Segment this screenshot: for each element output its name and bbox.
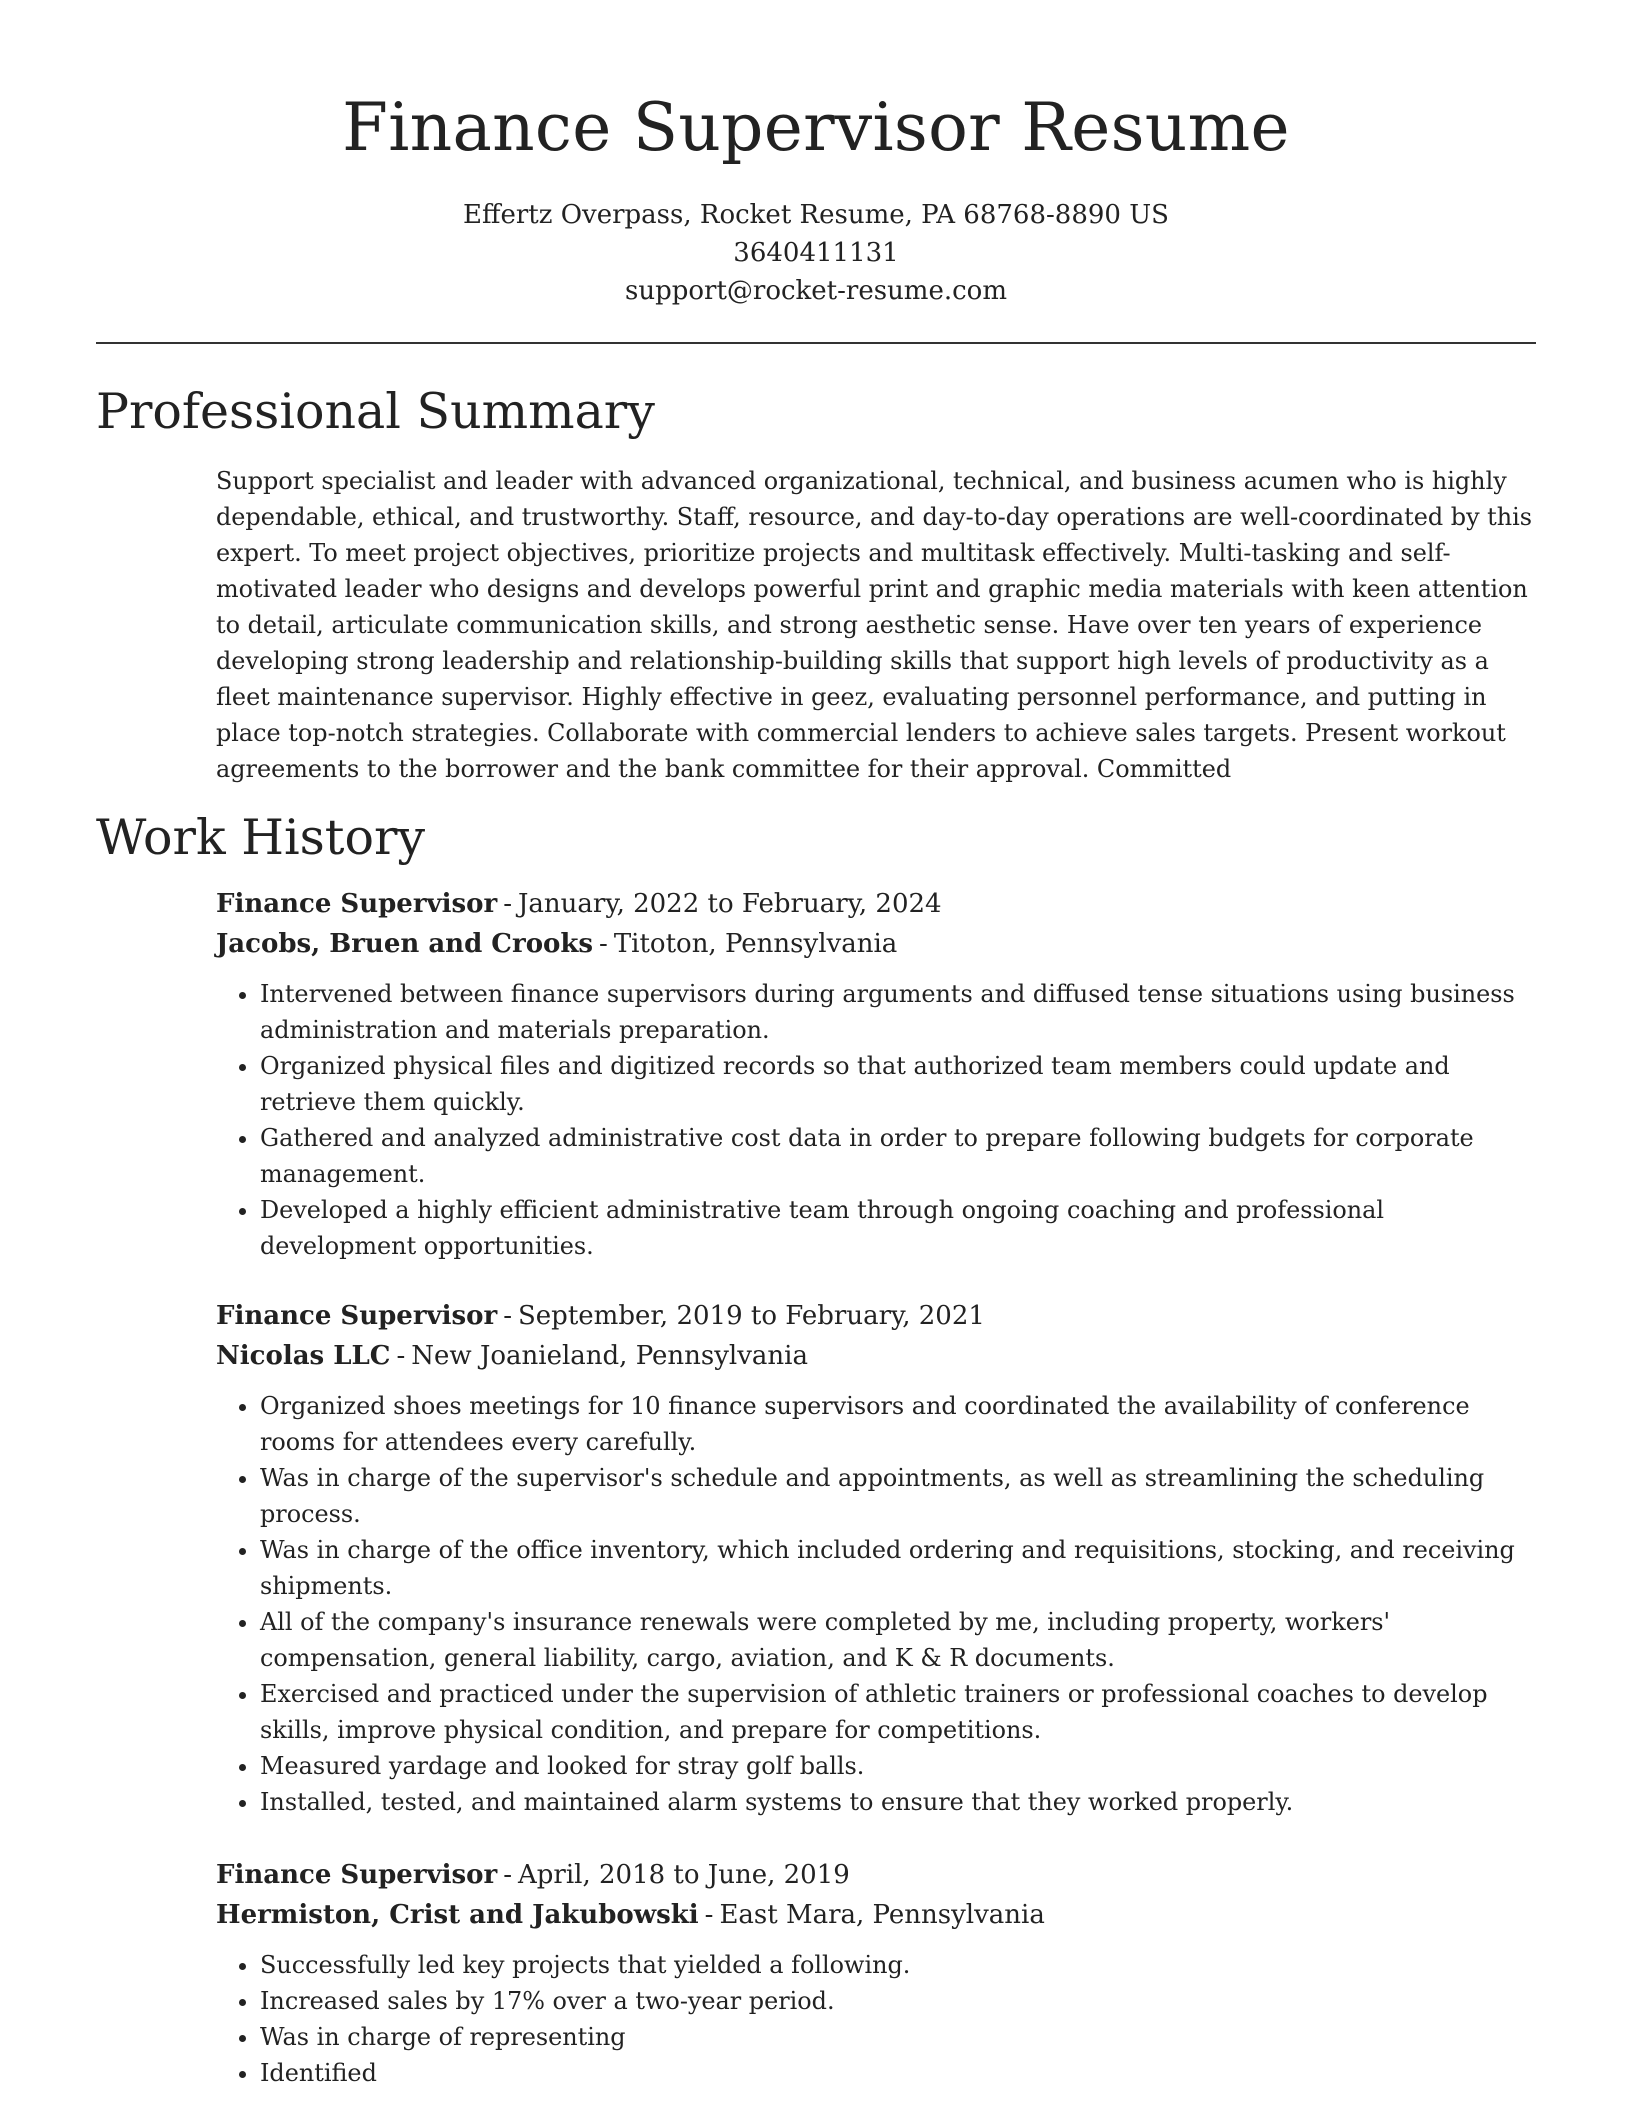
summary-heading: Professional Summary bbox=[96, 383, 655, 440]
job-bullet: • All of the company's insurance renewals were completed by me, including property, workers' compensation, general liability, cargo, aviation, and K & R documents. bbox=[260, 1604, 1542, 1676]
job-bullet: • Increased sales by 17% over a two-year period. bbox=[260, 1983, 1542, 2019]
job-company: Nicolas LLC bbox=[216, 1341, 391, 1371]
header-divider bbox=[96, 342, 1536, 344]
contact-block bbox=[0, 196, 1632, 310]
job-company: Hermiston, Crist and Jakubowski bbox=[216, 1900, 699, 1930]
job-entry bbox=[216, 884, 1542, 1264]
job-entry bbox=[216, 1855, 1542, 2091]
job-bullets bbox=[216, 1947, 1542, 2091]
job-company-line bbox=[216, 924, 1542, 964]
resume-header bbox=[0, 0, 1632, 310]
job-bullet: • Gathered and analyzed administrative cost data in order to prepare following budgets for corporate management. bbox=[260, 1120, 1542, 1192]
job-bullet: • Organized shoes meetings for 10 finance supervisors and coordinated the availability of conference rooms for attendees every carefully. bbox=[260, 1388, 1542, 1460]
phone: 3640411131 bbox=[733, 238, 899, 268]
job-location: New Joanieland, Pennsylvania bbox=[411, 1341, 808, 1371]
job-title: Finance Supervisor bbox=[216, 1860, 498, 1890]
job-company-line bbox=[216, 1895, 1542, 1935]
job-bullet: • Installed, tested, and maintained alarm systems to ensure that they worked properly. bbox=[260, 1784, 1542, 1820]
job-separator: - bbox=[396, 1341, 406, 1371]
job-title-line bbox=[216, 1296, 1542, 1336]
job-location: East Mara, Pennsylvania bbox=[719, 1900, 1045, 1930]
job-entry bbox=[216, 1296, 1542, 1820]
job-separator: - bbox=[503, 889, 512, 919]
job-bullet: • Successfully led key projects that yielded a following. bbox=[260, 1947, 1542, 1983]
job-company-line bbox=[216, 1336, 1542, 1376]
job-bullet: • Was in charge of representing bbox=[260, 2019, 1542, 2055]
address: Effertz Overpass, Rocket Resume, PA 68768-8890 US bbox=[463, 200, 1169, 230]
resume-title: Finance Supervisor Resume bbox=[342, 89, 1290, 166]
job-bullet: • Intervened between finance supervisors during arguments and diffused tense situations using business administration and materials preparation. bbox=[260, 976, 1542, 1048]
job-company: Jacobs, Bruen and Crooks bbox=[216, 929, 594, 959]
job-bullet: • Organized physical files and digitized records so that authorized team members could update and retrieve them quickly. bbox=[260, 1048, 1542, 1120]
job-bullets bbox=[216, 976, 1542, 1264]
job-title: Finance Supervisor bbox=[216, 889, 498, 919]
job-bullet: • Exercised and practiced under the supervision of athletic trainers or professional coaches to develop skills, improve physical condition, and prepare for competitions. bbox=[260, 1676, 1542, 1748]
summary-text: Support specialist and leader with advanced organizational, technical, and business acumen who is highly dependable, ethical, and trustworthy. Staff, resource, and day-to-day operations are well-coordinated by this expert. To meet project objectives, prioritize projects and multitask effectively. Multi-tasking and self-motivated leader who designs and develops powerful print and graphic media materials with keen attention to detail, articulate communication skills, and strong aesthetic sense. Have over ten years of experience developing strong leadership and relationship-building skills that support high levels of productivity as a fleet maintenance supervisor. Highly effective in geez, evaluating personnel performance, and putting in place top-notch strategies. Collaborate with commercial lenders to achieve sales targets. Present workout agreements to the borrower and the bank committee for their approval. Committed bbox=[216, 467, 1533, 783]
job-dates: January, 2022 to February, 2024 bbox=[517, 889, 942, 919]
job-bullet: • Measured yardage and looked for stray golf balls. bbox=[260, 1748, 1542, 1784]
job-location: Titoton, Pennsylvania bbox=[613, 929, 898, 959]
job-separator: - bbox=[503, 1860, 512, 1890]
job-title-line bbox=[216, 1855, 1542, 1895]
job-separator: - bbox=[704, 1900, 714, 1930]
job-dates: April, 2018 to June, 2019 bbox=[517, 1860, 850, 1890]
job-separator: - bbox=[503, 1301, 512, 1331]
job-bullets bbox=[216, 1388, 1542, 1820]
job-bullet: • Identified bbox=[260, 2055, 1542, 2091]
job-bullet: • Was in charge of the office inventory, which included ordering and requisitions, stocking, and receiving shipments. bbox=[260, 1532, 1542, 1604]
job-separator: - bbox=[599, 929, 608, 959]
job-title-line bbox=[216, 884, 1542, 924]
job-bullet: • Developed a highly efficient administrative team through ongoing coaching and professional development opportunities. bbox=[260, 1192, 1542, 1264]
job-dates: September, 2019 to February, 2021 bbox=[517, 1301, 985, 1331]
job-title: Finance Supervisor bbox=[216, 1301, 498, 1331]
work-history-heading: Work History bbox=[96, 809, 426, 866]
job-bullet: • Was in charge of the supervisor's schedule and appointments, as well as streamlining the scheduling process. bbox=[260, 1460, 1542, 1532]
email: support@rocket-resume.com bbox=[624, 276, 1007, 306]
